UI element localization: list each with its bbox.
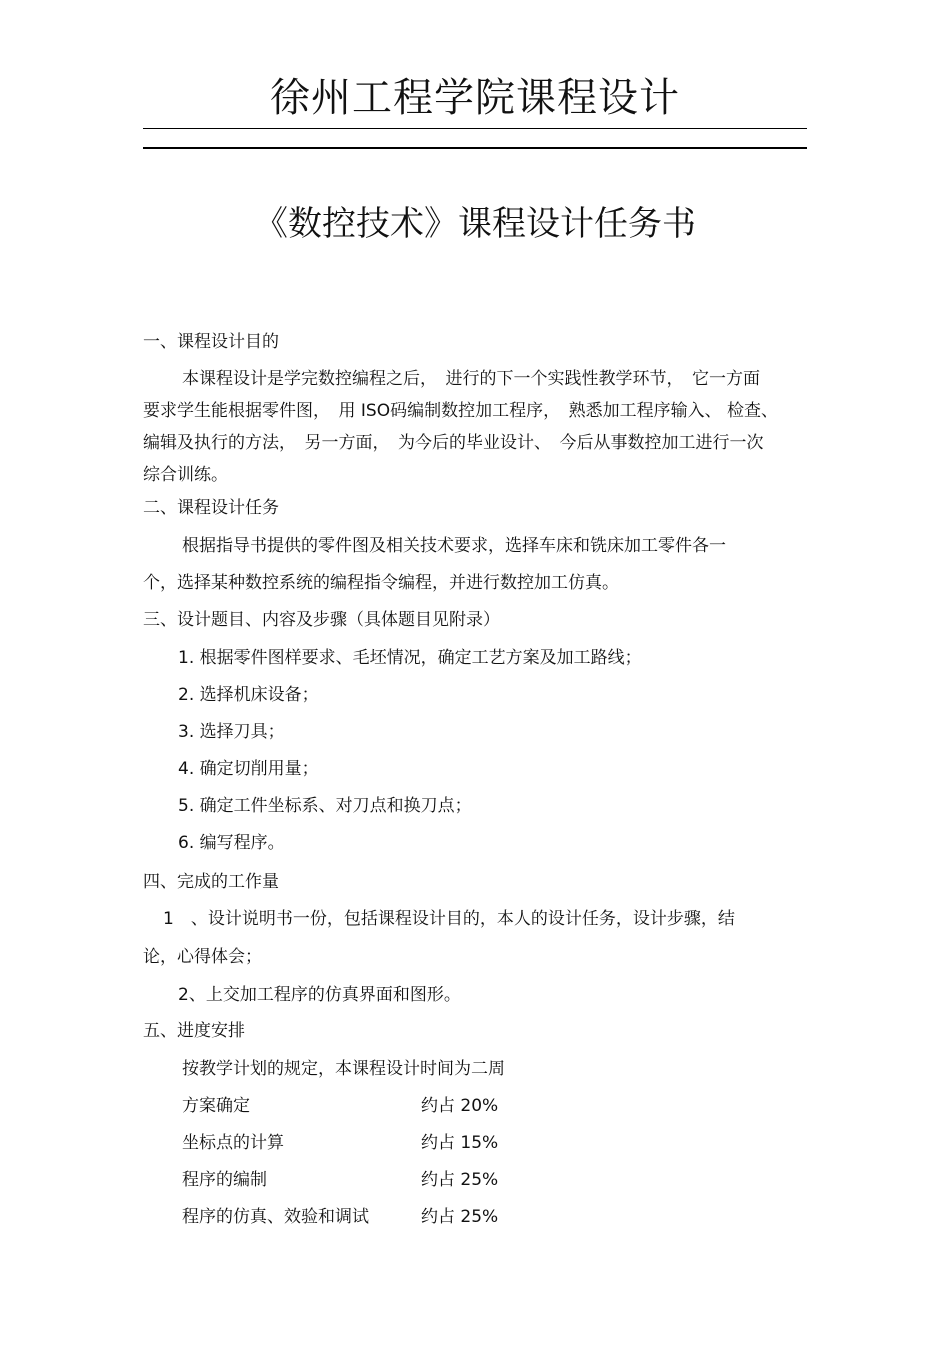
school-header-title: 徐州工程学院课程设计 — [270, 75, 680, 121]
section4-line: 1 、设计说明书一份，包括课程设计目的，本人的设计任务，设计步骤，结 — [163, 909, 735, 929]
schedule-task: 程序的仿真、效验和调试 — [182, 1207, 369, 1227]
section1-heading: 一、课程设计目的 — [143, 332, 279, 352]
section5-heading: 五、进度安排 — [143, 1021, 245, 1041]
schedule-task: 坐标点的计算 — [182, 1133, 284, 1153]
schedule-task: 程序的编制 — [182, 1170, 267, 1190]
section2-line: 个，选择某种数控系统的编程指令编程，并进行数控加工仿真。 — [143, 573, 619, 593]
header-rule-thin — [143, 128, 807, 129]
section3-item: 2. 选择机床设备； — [178, 685, 319, 705]
section3-item: 1. 根据零件图样要求、毛坯情况，确定工艺方案及加工路线； — [178, 648, 642, 668]
schedule-share: 约占 15% — [421, 1133, 499, 1153]
section1-line: 要求学生能根据零件图， 用 ISO码编制数控加工程序， 熟悉加工程序输入、 检查、 — [143, 401, 778, 421]
section5-intro: 按教学计划的规定，本课程设计时间为二周 — [182, 1059, 505, 1079]
section2-heading: 二、课程设计任务 — [143, 498, 279, 518]
schedule-share: 约占 25% — [421, 1207, 499, 1227]
section3-heading: 三、设计题目、内容及步骤（具体题目见附录） — [143, 610, 500, 630]
section4-line: 2、上交加工程序的仿真界面和图形。 — [178, 985, 461, 1005]
section1-line: 综合训练。 — [143, 465, 228, 485]
section4-heading: 四、完成的工作量 — [143, 872, 279, 892]
section3-item: 3. 选择刀具； — [178, 722, 285, 742]
section3-item: 5. 确定工件坐标系、对刀点和换刀点； — [178, 796, 472, 816]
schedule-share: 约占 20% — [421, 1096, 499, 1116]
section3-item: 6. 编写程序。 — [178, 833, 285, 853]
section2-line: 根据指导书提供的零件图及相关技术要求，选择车床和铣床加工零件各一 — [182, 536, 726, 556]
schedule-task: 方案确定 — [182, 1096, 250, 1116]
document-title: 《数控技术》课程设计任务书 — [254, 204, 696, 244]
section4-line: 论，心得体会； — [143, 947, 262, 967]
section3-item: 4. 确定切削用量； — [178, 759, 319, 779]
section1-line: 本课程设计是学完数控编程之后， 进行的下一个实践性教学环节， 它一方面 — [182, 369, 760, 389]
header-rule-thick — [143, 147, 807, 149]
section1-line: 编辑及执行的方法， 另一方面， 为今后的毕业设计、 今后从事数控加工进行一次 — [143, 433, 764, 453]
schedule-share: 约占 25% — [421, 1170, 499, 1190]
